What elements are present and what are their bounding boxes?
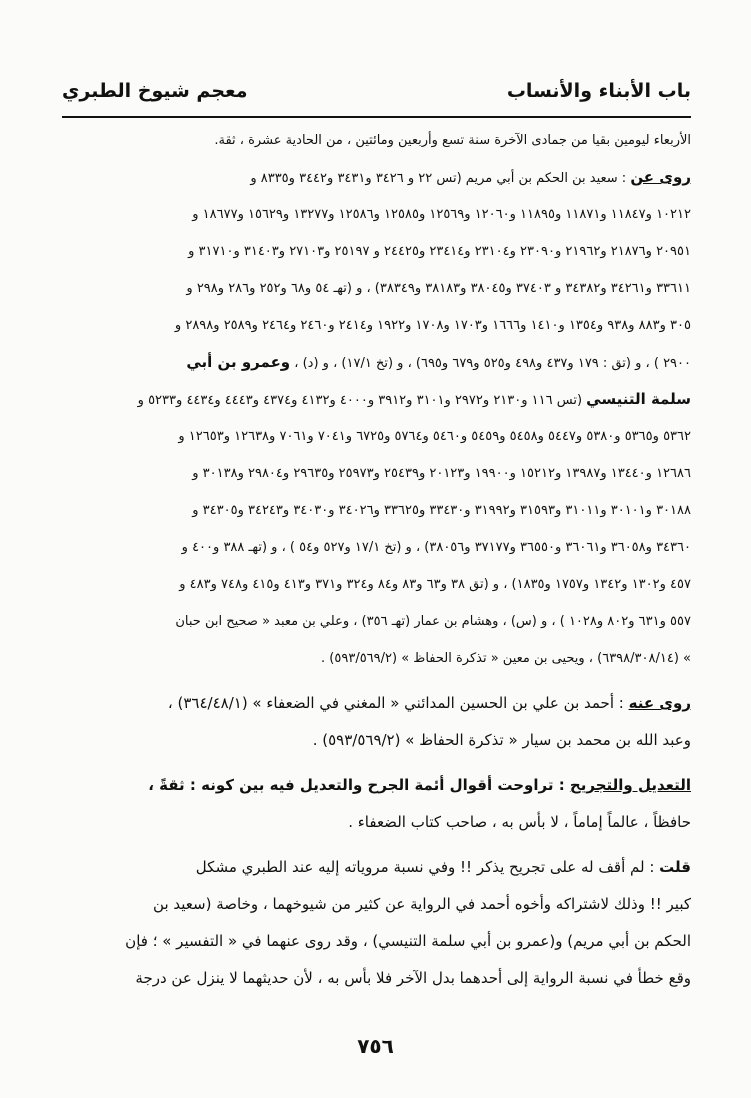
line-text: ٥٥٧ و٦٣١ و٨٠٢ و١٠٢٨ ) ، و (س) ، وهشام بن عمار (تهـ ٣٥٦) ، وعلي بن معبد « صحيح ابن حبان bbox=[175, 614, 691, 629]
section-label: روى عنه bbox=[628, 694, 691, 712]
text-line bbox=[62, 233, 691, 270]
bold-name: : تراوحت أقوال أئمة الجرح والتعديل فيه بين كونه : ثقةً ، bbox=[148, 776, 570, 794]
text-line bbox=[62, 767, 691, 804]
text-line bbox=[62, 381, 691, 418]
line-text: كبير !! وذلك لاشتراكه وأخوه أحمد في الرواية عن كثير من شيوخهما ، وخاصة (سعيد بن bbox=[153, 895, 691, 913]
line-text: ٤٥٧ و١٣٠٢ و١٣٤٢ و١٧٥٧ و١٨٣٥) ، و (تق ٣٨ و٦٣ و٨٣ و٨٤ و٣٢٤ و٣٧١ و٤١٣ و٤١٥ و٧٤٨ و٤٨٣ و bbox=[179, 577, 691, 592]
book-title: معجم شيوخ الطبري bbox=[62, 80, 248, 102]
text-line bbox=[62, 566, 691, 603]
text-line bbox=[62, 886, 691, 923]
text-line bbox=[62, 804, 691, 841]
text-line bbox=[62, 722, 691, 759]
bold-name: سلمة التنيسي bbox=[586, 390, 691, 408]
entry-body bbox=[62, 122, 691, 997]
text-line bbox=[62, 307, 691, 344]
text-line bbox=[62, 418, 691, 455]
text-line bbox=[62, 196, 691, 233]
text-line bbox=[62, 640, 691, 677]
text-line bbox=[62, 603, 691, 640]
line-text: : لم أقف له على تجريح يذكر !! وفي نسبة مروياته إليه عند الطبري مشكل bbox=[195, 858, 660, 876]
text-line bbox=[62, 122, 691, 159]
text-line bbox=[62, 685, 691, 722]
line-text: : أحمد بن علي بن الحسين المدائني « المغني في الضعفاء » (٣٦٤/٤٨/١) ، bbox=[167, 694, 629, 712]
text-line bbox=[62, 455, 691, 492]
text-line bbox=[62, 960, 691, 997]
line-text: ٢٠٩٥١ و٢١٨٧٦ و٢١٩٦٢ و٢٣٠٩٠ و٢٣١٠٤ و٢٣٤١٤ و٢٤٤٢٥ و ٢٥١٩٧ و٢٧١٠٣ و٣١٤٠٣ و٣١٧١٠ و bbox=[188, 244, 691, 259]
paragraph-gap bbox=[62, 759, 691, 767]
line-text: » (٦٣٩٨/٣٠٨/١٤) ، ويحيى بن معين « تذكرة الحفاظ » (٥٩٣/٥٦٩/٢) . bbox=[321, 651, 691, 666]
running-header bbox=[62, 76, 691, 118]
line-text: الأربعاء ليومين بقيا من جمادى الآخرة سنة تسع وأربعين ومائتين ، من الحادية عشرة ، ثقة. bbox=[214, 133, 691, 148]
line-text: وقع خطأ في نسبة الرواية إلى أحدهما بدل الآخر فلا بأس به ، لأن حديثهما لا ينزل عن درجة bbox=[135, 969, 691, 987]
section-label: روى عن bbox=[630, 168, 691, 186]
text-line bbox=[62, 344, 691, 381]
line-text: ٣٠٥ و٨٨٣ و٩٣٨ و١٣٥٤ و١٤١٠ و١٦٦٦ و١٧٠٣ و١٧٠٨ و١٩٢٢ و٢٤١٤ و٢٤٦٠ و٢٤٦٤ و٢٥٨٩ و٢٨٩٨ و bbox=[174, 318, 691, 333]
section-label: التعديل والتجريح bbox=[569, 776, 691, 794]
text-line bbox=[62, 159, 691, 196]
text-line bbox=[62, 529, 691, 566]
text-line bbox=[62, 270, 691, 307]
text-line bbox=[62, 923, 691, 960]
text-line bbox=[62, 849, 691, 886]
line-text: ٥٣٦٢ و٥٣٦٥ و٥٣٨٠ و٥٤٤٧ و٥٤٥٨ و٥٤٥٩ و٥٤٦٠ و٥٧٦٤ و٦٧٢٥ و٧٠٤١ و٧٠٦١ و١٢٦٣٨ و١٢٦٥٣ و bbox=[178, 429, 691, 444]
line-text: : سعيد بن الحكم بن أبي مريم (تس ٢٢ و ٣٤٢٦ و٣٤٣١ و٣٤٤٢ و٨٣٣٥ و bbox=[250, 171, 631, 186]
page-number: ٧٥٦ bbox=[357, 1034, 394, 1058]
chapter-title: باب الأبناء والأنساب bbox=[506, 80, 691, 102]
line-text: ٣٣٦١١ و٣٤٢٦١ و٣٤٣٨٢ و ٣٧٤٠٣ و٣٨٠٤٥ و٣٨١٨٣ و٣٨٣٤٩) ، و (تهـ ٥٤ و٦٨ و٢٥٢ و٢٨٦ و٢٩٨ و bbox=[186, 281, 691, 296]
line-text: ٣٠١٨٨ و٣٠١٠١ و٣١٠١١ و٣١٥٩٣ و٣١٩٩٢ و٣٣٤٣٠ و٣٣٦٢٥ و٣٤٠٢٦ و٣٤٠٣٠ و٣٤٢٤٣ و٣٤٣٠٥ و bbox=[192, 503, 691, 518]
line-text: الحكم بن أبي مريم) و(عمرو بن أبي سلمة التنيسي) ، وقد روى عنهما في « التفسير » ؛ فإن bbox=[125, 932, 691, 950]
line-text: وعبد الله بن محمد بن سيار « تذكرة الحفاظ » (٥٩٣/٥٦٩/٢) . bbox=[312, 731, 691, 749]
paragraph-gap bbox=[62, 841, 691, 849]
bold-name: قلت bbox=[659, 858, 691, 876]
line-text: (تس ١١٦ و٢١٣٠ و٢٩٧٢ و٣١٠١ و٣٩١٢ و٤٠٠٠ و٤١٣٢ و٤٣٧٤ و٤٤٤٣ و٤٤٣٤ و٥٢٣٣ و bbox=[137, 393, 587, 408]
text-line bbox=[62, 492, 691, 529]
line-text: ٢٩٠٠ ) ، و (تق : ١٧٩ و٤٣٧ و٤٩٨ و٥٢٥ و٦٧٩ و٦٩٥) ، و (تخ ١٧/١) ، و (د) ، bbox=[290, 356, 691, 371]
line-text: ١٢٦٨٦ و١٣٤٤٠ و١٣٩٨٧ و١٥٢١٢ و١٩٩٠٠ و٢٠١٢٣ و٢٥٤٣٩ و٢٥٩٧٣ و٢٩٦٣٥ و٢٩٨٠٤ و٣٠١٣٨ و bbox=[192, 466, 691, 481]
line-text: ٣٤٣٦٠ و٣٦٠٥٨ و٣٦٠٦١ و٣٦٥٥٠ و٣٧١٧٧ و٣٨٠٥٦) ، و (تخ ١٧/١ و٥٢٧ و٥٤ ) ، و (تهـ ٣٨٨ و٤٠٠ و bbox=[181, 540, 691, 555]
paragraph-gap bbox=[62, 677, 691, 685]
line-text: حافظاً ، عالماً إماماً ، لا بأس به ، صاحب كتاب الضعفاء . bbox=[348, 813, 691, 831]
line-text: ١٠٢١٢ و١١٨٤٧ و١١٨٧١ و١١٨٩٥ و١٢٠٦٠ و١٢٥٦٩ و١٢٥٨٥ و١٢٥٨٦ و١٣٢٧٧ و١٥٦٢٩ و١٨٦٧٧ و bbox=[192, 207, 691, 222]
bold-name: وعمرو بن أبي bbox=[186, 353, 291, 371]
